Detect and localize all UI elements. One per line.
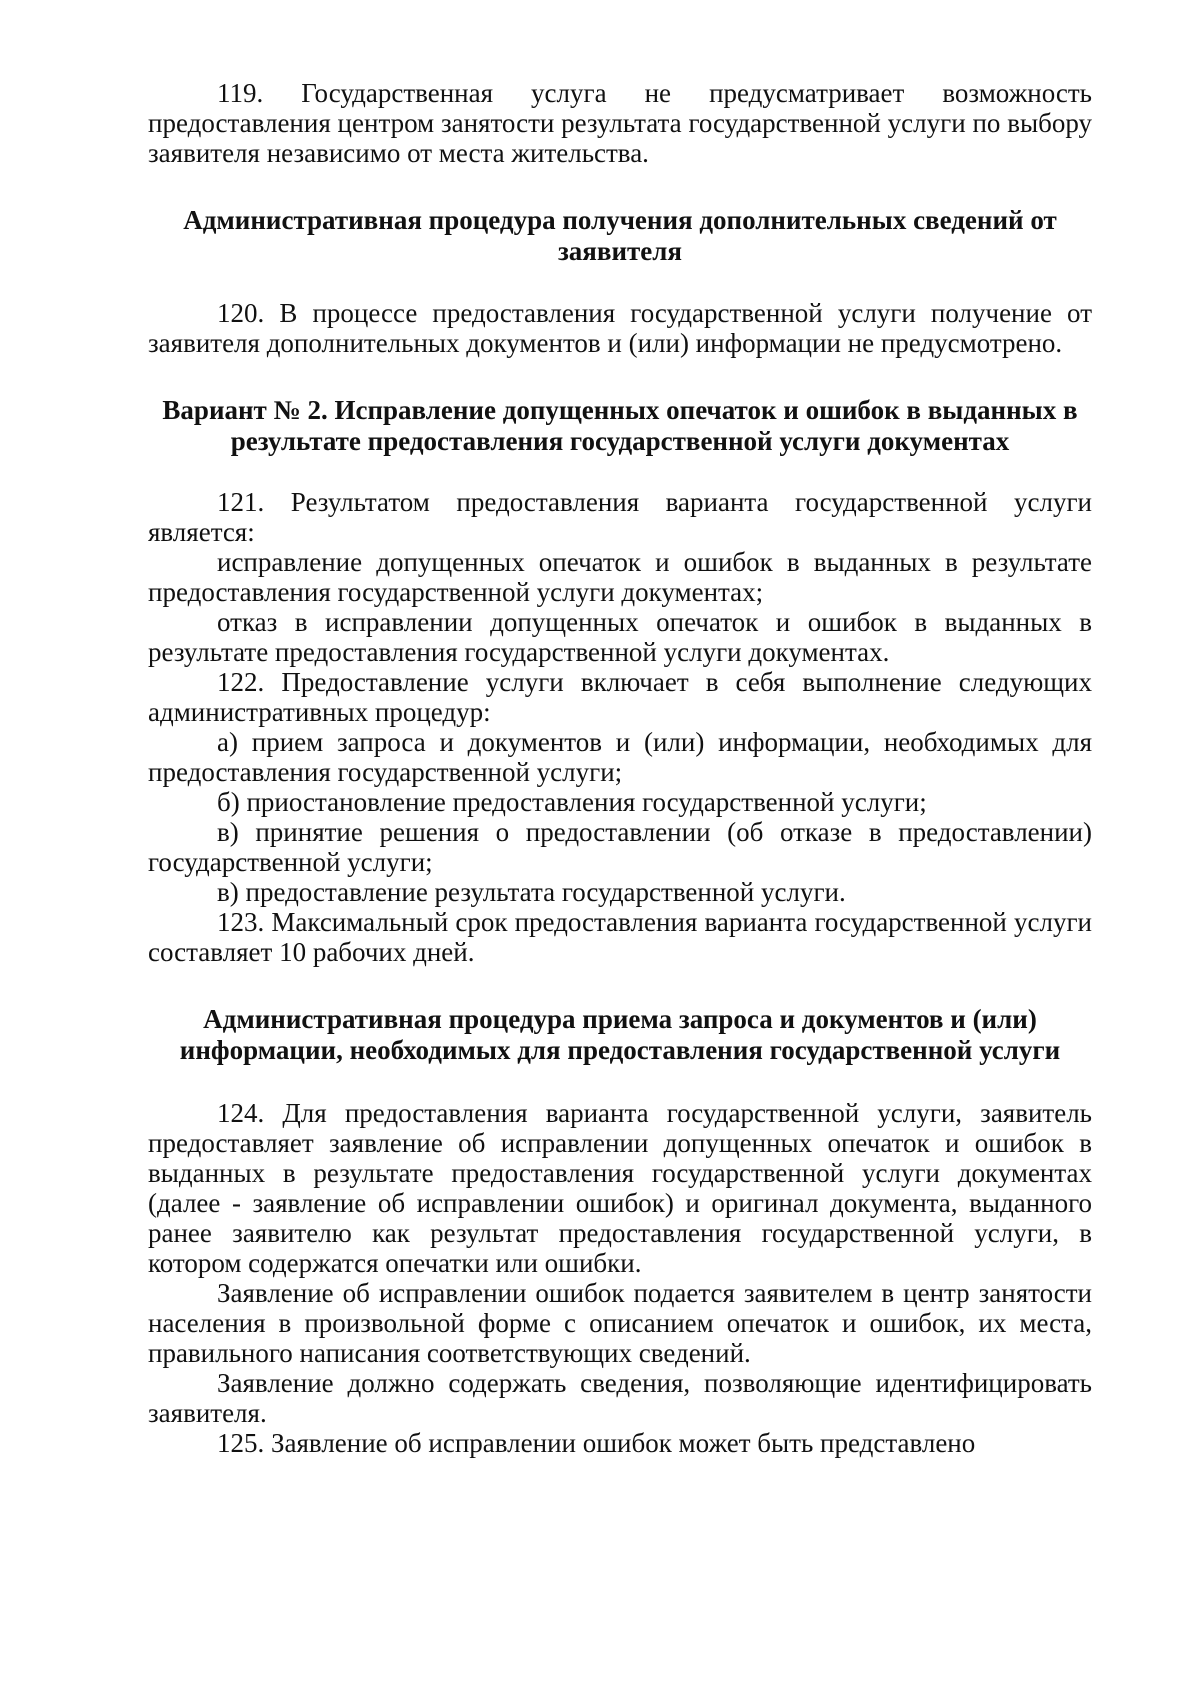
document-body [148, 78, 1092, 1458]
heading-additional-info-procedure: Административная процедура получения дополнительных сведений от заявителя [183, 205, 1057, 266]
paragraph-122-item-b: б) приостановление предоставления государственной услуги; [217, 787, 927, 817]
paragraph-122: 122. Предоставление услуги включает в себя выполнение следующих административных процедур: [148, 667, 1092, 727]
paragraph-122-item-c: в) принятие решения о предоставлении (об отказе в предоставлении) государственной услуги; [148, 817, 1092, 877]
paragraph-121: 121. Результатом предоставления варианта государственной услуги является: [148, 487, 1092, 547]
paragraph-122-item-a: а) прием запроса и документов и (или) информации, необходимых для предоставления государственной услуги; [148, 727, 1092, 787]
paragraph-125: 125. Заявление об исправлении ошибок может быть представлено [217, 1428, 976, 1458]
paragraph-124: 124. Для предоставления варианта государственной услуги, заявитель предоставляет заявление об исправлении допущенных опечаток и ошибок в выданных в результате предоставления государственной услуги документах (далее - заявление об исправлении ошибок) и оригинал документа, выданного ранее заявителю как результат предоставления государственной услуги, в котором содержатся опечатки или ошибки. [148, 1098, 1092, 1278]
paragraph-122-item-d: в) предоставление результата государственной услуги. [217, 877, 846, 907]
paragraph-119: 119. Государственная услуга не предусматривает возможность предоставления центром занятости результата государственной услуги по выбору заявителя независимо от места жительства. [148, 78, 1092, 168]
heading-variant-2: Вариант № 2. Исправление допущенных опечаток и ошибок в выданных в результате предоставления государственной услуги документах [162, 395, 1078, 456]
paragraph-121-result-refusal: отказ в исправлении допущенных опечаток и ошибок в выданных в результате предоставления государственной услуги документах. [148, 607, 1092, 667]
paragraph-124-identification: Заявление должно содержать сведения, позволяющие идентифицировать заявителя. [148, 1368, 1092, 1428]
paragraph-120: 120. В процессе предоставления государственной услуги получение от заявителя дополнительных документов и (или) информации не предусмотрено. [148, 298, 1092, 358]
paragraph-121-result-correction: исправление допущенных опечаток и ошибок в выданных в результате предоставления государственной услуги документах; [148, 547, 1092, 607]
paragraph-124-submission: Заявление об исправлении ошибок подается заявителем в центр занятости населения в произвольной форме с описанием опечаток и ошибок, их места, правильного написания соответствующих сведений. [148, 1278, 1092, 1368]
paragraph-123: 123. Максимальный срок предоставления варианта государственной услуги составляет 10 рабочих дней. [148, 907, 1092, 967]
heading-reception-procedure: Административная процедура приема запроса и документов и (или) информации, необходимых для предоставления государственной услуги [179, 1004, 1061, 1065]
